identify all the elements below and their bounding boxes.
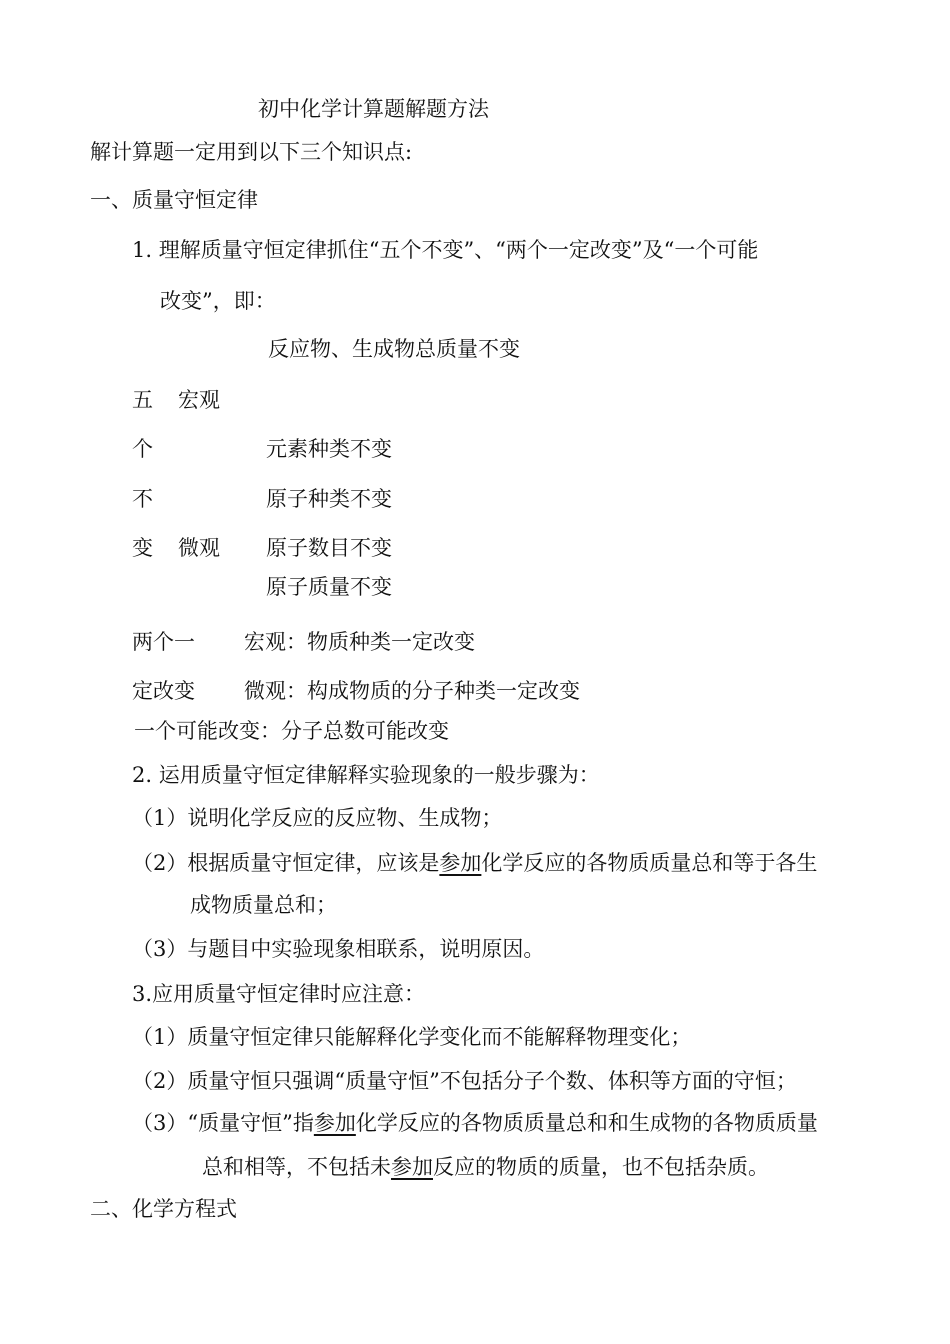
note3-underlined-canjia: 参加: [313, 1111, 356, 1135]
two-change-macro: 宏观：物质种类一定改变: [244, 630, 475, 654]
label-wu: 五: [132, 388, 153, 412]
atom-species-unchanged: 原子种类不变: [266, 487, 392, 511]
section1-heading: 一、质量守恒定律: [90, 188, 258, 212]
item2-step2: [132, 849, 817, 877]
element-species-unchanged: 元素种类不变: [266, 437, 392, 461]
note3-text-d: 反应的物质的质量，也不包括杂质。: [433, 1155, 769, 1179]
label-macro: 宏观: [178, 388, 220, 412]
section2-heading: 二、化学方程式: [90, 1197, 237, 1221]
item2-step1: （1）说明化学反应的反应物、生成物；: [132, 806, 503, 830]
atom-mass-unchanged: 原子质量不变: [266, 575, 392, 599]
item2-heading: 2. 运用质量守恒定律解释实验现象的一般步骤为：: [132, 763, 600, 787]
macro-header: 反应物、生成物总质量不变: [268, 337, 520, 361]
two-change-label-1: 两个一: [132, 630, 195, 654]
label-ge: 个: [132, 437, 153, 461]
step2-text-a: （2）根据质量守恒定律，应该是: [132, 851, 440, 875]
intro-text: 解计算题一定用到以下三个知识点:: [90, 140, 413, 164]
item3-note2: （2）质量守恒只强调“质量守恒”不包括分子个数、体积等方面的守恒；: [132, 1069, 797, 1093]
item1-line1: 1. 理解质量守恒定律抓住“五个不变”、“两个一定改变”及“一个可能: [132, 238, 759, 262]
item3-heading: 3.应用质量守恒定律时应注意：: [132, 982, 426, 1006]
step2-underlined-canjia: 参加: [439, 851, 482, 875]
note3-text-b: 化学反应的各物质质量总和和生成物的各物质质量: [355, 1111, 818, 1135]
note3-text-a: （3）“质量守恒”指: [132, 1111, 314, 1135]
item2-step2-line2: 成物质量总和；: [190, 893, 337, 917]
label-bian: 变: [132, 536, 153, 560]
two-change-label-2: 定改变: [132, 679, 195, 703]
note3-text-c: 总和相等，不包括未: [202, 1155, 391, 1179]
label-bu: 不: [132, 487, 153, 511]
step2-text-b: 化学反应的各物质质量总和等于各生: [481, 851, 818, 875]
item3-note3-line2: [202, 1153, 769, 1181]
note3-underlined-canjia-2: 参加: [391, 1155, 433, 1179]
item2-step3: （3）与题目中实验现象相联系，说明原因。: [132, 937, 545, 961]
document-title: 初中化学计算题解题方法: [258, 97, 489, 121]
two-change-micro: 微观：构成物质的分子种类一定改变: [244, 679, 580, 703]
item3-note3: [132, 1109, 818, 1137]
label-micro: 微观: [178, 536, 220, 560]
one-possible-change: 一个可能改变：分子总数可能改变: [134, 719, 449, 743]
item1-line2: 改变”，即：: [160, 289, 276, 313]
atom-number-unchanged: 原子数目不变: [266, 536, 392, 560]
item3-note1: （1）质量守恒定律只能解释化学变化而不能解释物理变化；: [132, 1025, 692, 1049]
